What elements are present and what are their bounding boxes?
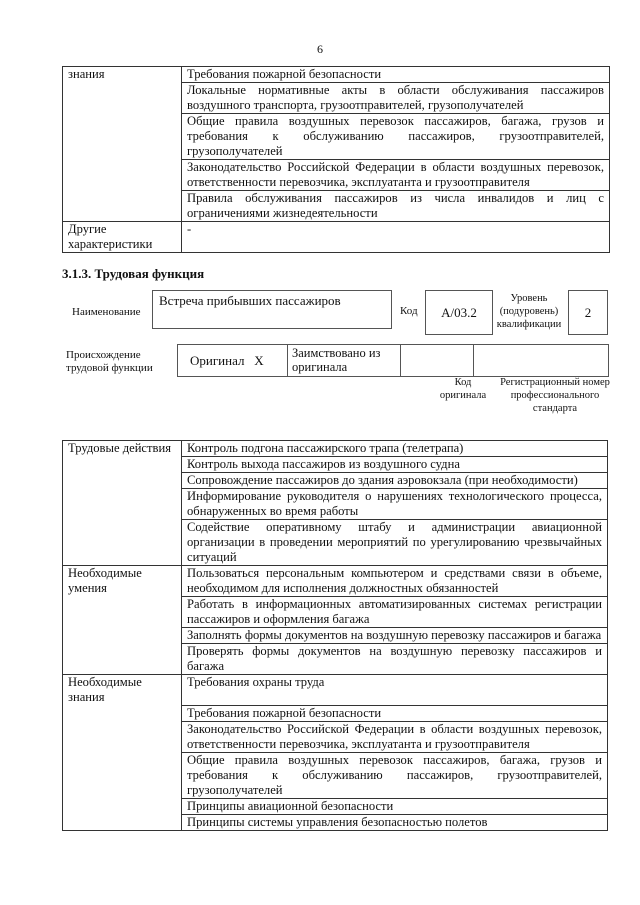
row-item: Проверять формы документов на воздушную перевозку пассажиров и багажа [182,644,608,675]
page-number: 6 [317,42,323,56]
name-label: Наименование [72,306,141,318]
table-row [63,752,608,798]
row-item: Контроль выхода пассажиров из воздушного судна [182,457,608,473]
table-row [63,114,610,160]
row-item: Требования пожарной безопасности [182,67,610,83]
table-row [63,644,608,675]
row-item: Работать в информационных автоматизированных системах регистрации пассажиров и оформления багажа [182,597,608,628]
row-label [63,721,182,752]
row-label: Трудовые действия [63,441,182,457]
origin-row [177,344,609,377]
row-item: Требования пожарной безопасности [182,705,608,721]
origin-label: Происхождение трудовой функции [66,349,153,374]
row-label [63,705,182,721]
table-row [63,798,608,814]
row-item: Локальные нормативные акты в области обслуживания пассажиров воздушного транспорта, грузоотправителей, грузополучателей [182,83,610,114]
section-title: 3.1.3. Трудовая функция [62,266,205,281]
table-row [63,489,608,520]
borrowed-label: Заимствовано из оригинала [288,345,401,376]
original-cell [178,345,288,376]
row-item: Правила обслуживания пассажиров из числа инвалидов и лиц с ограничениями жизнедеятельности [182,191,610,222]
row-label: знания [63,67,182,83]
row-item: Законодательство Российской Федерации в области воздушных перевозок, ответственности перевозчика, эксплуатанта и грузоотправителя [182,721,608,752]
row-label [63,457,182,473]
row-item: Законодательство Российской Федерации в области воздушных перевозок, ответственности перевозчика, эксплуатанта и грузоотправителя [182,160,610,191]
table-row [63,814,608,830]
row-item: Требования охраны труда [182,675,608,706]
original-code-field [401,345,474,376]
table-row [63,520,608,566]
table-row [63,473,608,489]
row-label [63,160,182,191]
row-item: Общие правила воздушных перевозок пассажиров, багажа, грузов и требования к обслуживанию пассажиров, грузоотправителей, грузополучателей [182,752,608,798]
row-label [63,114,182,160]
table-row [63,597,608,628]
table-row [63,457,608,473]
row-label [63,644,182,675]
row-item: Сопровождение пассажиров до здания аэровокзала (при необходимости) [182,473,608,489]
code-value: A/03.2 [425,290,493,335]
row-label: Необходимые умения [63,566,182,597]
reg-number-field [474,345,608,376]
table-row [63,191,610,222]
labor-function-table [62,440,608,831]
row-label: Необходимые знания [63,675,182,706]
row-label [63,814,182,830]
row-label [63,489,182,520]
row-label [63,752,182,798]
row-item: - [182,222,610,253]
knowledge-table-continued [62,66,610,253]
table-row [63,222,610,253]
table-row [63,160,610,191]
table-row [63,566,608,597]
table-row [63,441,608,457]
row-item: Принципы системы управления безопасностью полетов [182,814,608,830]
row-label [63,473,182,489]
row-item: Заполнять формы документов на воздушную перевозку пассажиров и багажа [182,628,608,644]
original-mark: X [254,353,264,368]
function-name-field: Встреча прибывших пассажиров [152,290,392,329]
row-item: Содействие оперативному штабу и администрации авиационной организации в проведении мероприятий по урегулированию чрезвычайных ситуаций [182,520,608,566]
code-label: Код [400,305,418,317]
row-label [63,520,182,566]
level-label: Уровень (подуровень) квалификации [496,293,562,330]
row-label [63,597,182,628]
reg-number-caption: Регистрационный номер профессионального стандарта [500,377,610,414]
table-row [63,675,608,706]
original-code-caption: Код оригинала [439,377,487,401]
row-item: Информирование руководителя о нарушениях технологического процесса, обнаруженных во время работы [182,489,608,520]
row-item: Пользоваться персональным компьютером и средствами связи в объеме, необходимом для исполнения должностных обязанностей [182,566,608,597]
level-value: 2 [568,290,608,335]
row-label [63,628,182,644]
row-label: Другие характеристики [63,222,182,253]
table-row [63,628,608,644]
row-label [63,191,182,222]
table-row [63,83,610,114]
row-item: Общие правила воздушных перевозок пассажиров, багажа, грузов и требования к обслуживанию пассажиров, грузоотправителей, грузополучателей [182,114,610,160]
table-row [63,705,608,721]
row-label [63,798,182,814]
original-label: Оригинал [190,353,245,368]
row-label [63,83,182,114]
row-item: Контроль подгона пассажирского трапа (телетрапа) [182,441,608,457]
table-row [63,721,608,752]
table-row [63,67,610,83]
row-item: Принципы авиационной безопасности [182,798,608,814]
